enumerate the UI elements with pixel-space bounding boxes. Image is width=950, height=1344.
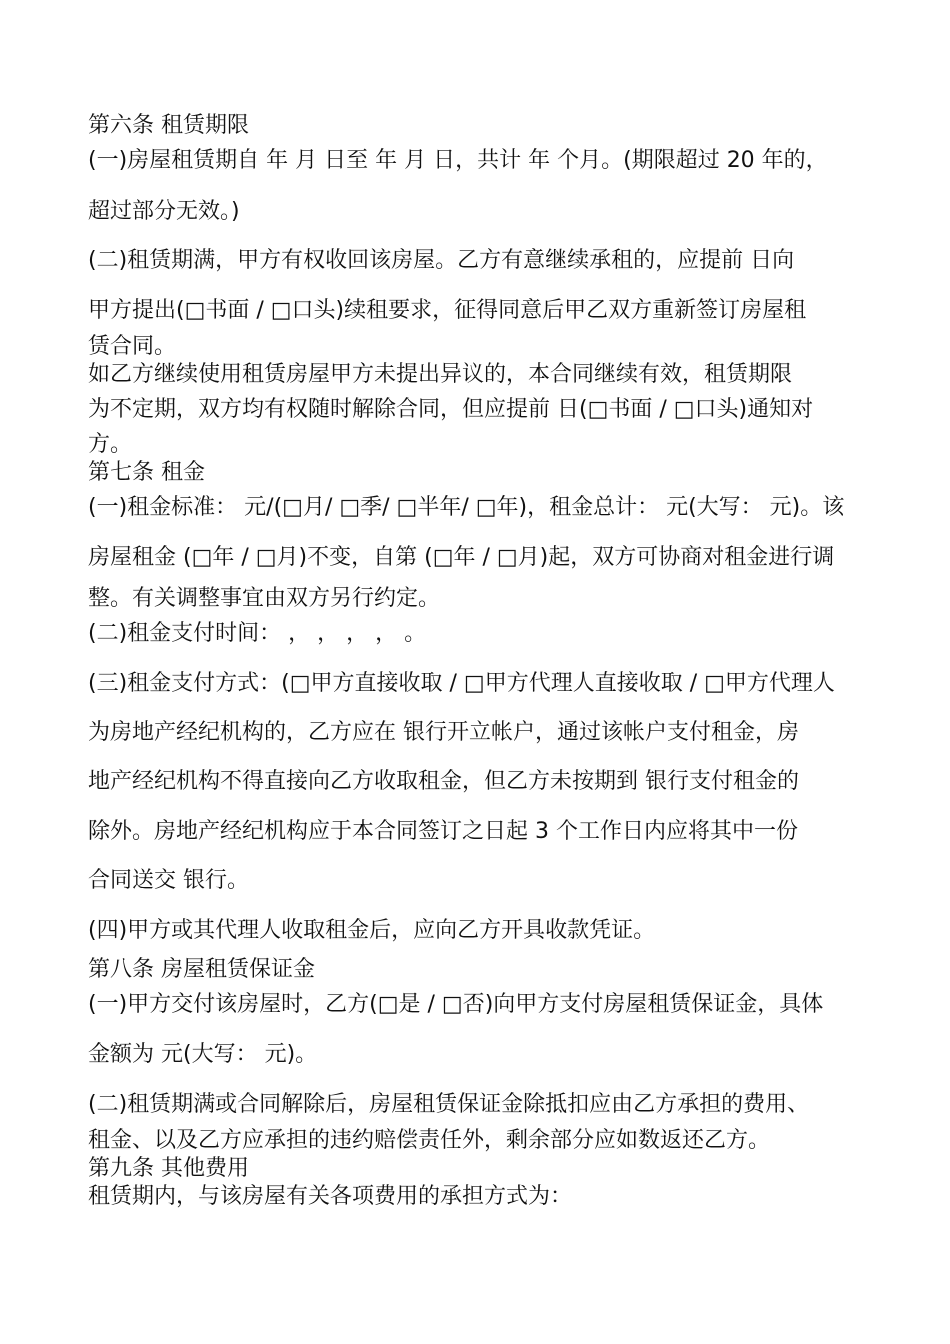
text-line: 地产经纪机构不得直接向乙方收取租金，但乙方未按期到 银行支付租金的 [88, 769, 799, 794]
text-line: (一)租金标准： 元/(□月/ □季/ □半年/ □年)，租金总计： 元(大写： 元)。该 [88, 495, 845, 520]
text-line: 房屋租金 (□年 / □月)不变，自第 (□年 / □月)起，双方可协商对租金进行调 [88, 545, 835, 570]
text-line: 如乙方继续使用租赁房屋甲方未提出异议的，本合同继续有效，租赁期限 [88, 362, 793, 387]
article-9-heading: 第九条 其他费用 [88, 1156, 249, 1181]
text-line: 超过部分无效。) [88, 199, 240, 224]
text-line: 方。 [88, 432, 133, 457]
text-line: 金额为 元(大写： 元)。 [88, 1042, 318, 1067]
text-line: (一)房屋租赁期自 年 月 日至 年 月 日，共计 年 个月。(期限超过 20 年的， [88, 148, 828, 173]
text-line: 除外。房地产经纪机构应于本合同签订之日起 3 个工作日内应将其中一份 [88, 819, 798, 844]
text-line: 合同送交 银行。 [88, 868, 249, 893]
text-line: 整。有关调整事宜由双方另行约定。 [88, 586, 441, 611]
text-line: (四)甲方或其代理人收取租金后，应向乙方开具收款凭证。 [88, 918, 656, 943]
text-line: (二)租赁期满或合同解除后，房屋租赁保证金除抵扣应由乙方承担的费用、 [88, 1092, 810, 1117]
article-8-heading: 第八条 房屋租赁保证金 [88, 957, 315, 982]
text-line: 租金、以及乙方应承担的违约赔偿责任外，剩余部分应如数返还乙方。 [88, 1128, 771, 1153]
article-7-heading: 第七条 租金 [88, 460, 205, 485]
text-line: 租赁期内，与该房屋有关各项费用的承担方式为： [88, 1184, 573, 1209]
text-line: 为房地产经纪机构的，乙方应在 银行开立帐户，通过该帐户支付租金，房 [88, 720, 799, 745]
text-line: 为不定期，双方均有权随时解除合同，但应提前 日(□书面 / □口头)通知对 [88, 397, 814, 422]
text-line: 赁合同。 [88, 334, 177, 359]
text-line: (三)租金支付方式：(□甲方直接收取 / □甲方代理人直接收取 / □甲方代理人 [88, 671, 835, 696]
text-line: (二)租金支付时间： ， ， ， ， 。 [88, 621, 427, 646]
text-line: (一)甲方交付该房屋时，乙方(□是 / □否)向甲方支付房屋租赁保证金，具体 [88, 992, 824, 1017]
article-6-heading: 第六条 租赁期限 [88, 113, 249, 138]
text-line: (二)租赁期满，甲方有权收回该房屋。乙方有意继续承租的，应提前 日向 [88, 248, 795, 273]
text-line: 甲方提出(□书面 / □口头)续租要求，征得同意后甲乙双方重新签订房屋租 [88, 298, 807, 323]
